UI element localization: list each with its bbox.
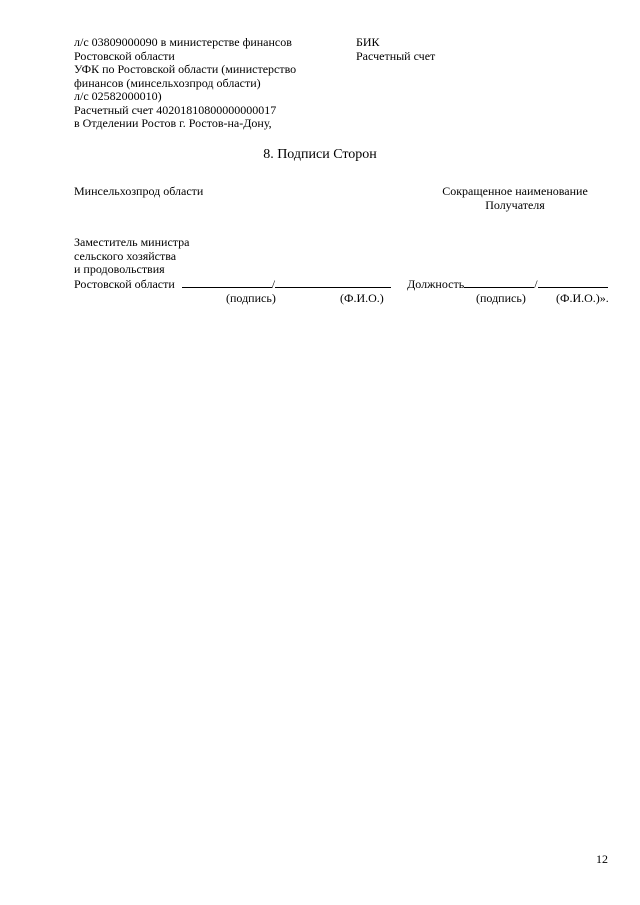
caption-name-right: (Ф.И.О.)». <box>556 291 609 305</box>
requisites-line: финансов (минсельхозпрод области) <box>74 75 261 90</box>
signer-line: и продовольствия <box>74 262 165 276</box>
party-recipient-line2: Получателя <box>485 197 545 212</box>
signature-blank-right[interactable] <box>464 276 534 288</box>
page-number: 12 <box>596 852 608 866</box>
requisites-line: л/с 02582000010) <box>74 89 162 103</box>
caption-signature-right: (подпись) <box>476 291 526 305</box>
position-label: Должность <box>407 277 465 291</box>
section-title: 8. Подписи Сторон <box>263 147 377 162</box>
separator-slash: / <box>271 277 276 291</box>
requisites-line: Расчетный счет 40201810800000000017 <box>74 102 277 117</box>
party-ministry: Минсельхозпрод области <box>74 184 204 198</box>
signer-region-label: Ростовской области <box>74 277 175 291</box>
requisites-line: УФК по Ростовской области (министерство <box>74 62 297 76</box>
requisites-line: Ростовской области <box>74 48 175 63</box>
name-blank-right[interactable] <box>538 276 608 288</box>
separator-slash: / <box>534 277 538 291</box>
account-label: Расчетный счет <box>356 48 436 63</box>
payer-requisites <box>74 36 334 131</box>
signature-row <box>74 276 608 292</box>
caption-name-left: (Ф.И.О.) <box>340 291 384 305</box>
signer-line: Заместитель министра <box>74 235 190 249</box>
bik-label: БИК <box>356 35 380 49</box>
requisites-line: л/с 03809000090 в министерстве финансов <box>74 35 292 49</box>
signature-blank-left[interactable] <box>182 276 272 288</box>
requisites-line: в Отделении Ростов г. Ростов-на-Дону, <box>74 116 272 130</box>
party-recipient <box>420 185 610 212</box>
party-recipient-line1: Сокращенное наименование <box>442 184 588 198</box>
recipient-requisites <box>356 36 506 63</box>
signer-line: сельского хозяйства <box>74 248 177 263</box>
signer-position <box>74 236 189 277</box>
name-blank-left[interactable] <box>275 276 391 288</box>
caption-signature-left: (подпись) <box>226 291 276 305</box>
